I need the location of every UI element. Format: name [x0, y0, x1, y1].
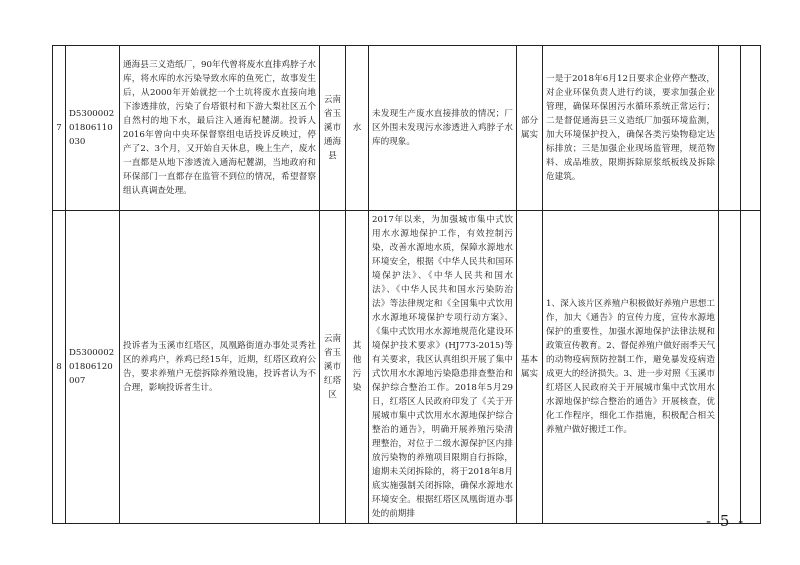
handling-action: 1、深入该片区养殖户积极做好养殖户思想工作，加大《通告》的宣传力度，宣传水源地保护的重要性，加强水源地保护法律法规和政策宣传教育。2、督促养殖户做好雨季天气的动物疫病预防控制工作，避免暴发疫病造成更大的经济损失。3、进一步对照《玉溪市红塔区人民政府关于开展城市集中式饮用水水源地保护综合整治的通告》开展核查，优化工作程序，细化工作措施，积极配合相关养殖户做好搬迁工作。	[543, 211, 719, 524]
complaint-content: 通海县三义造纸厂，90年代曾将废水直排鸡脖子水库，将水库的水污染导致水库的鱼死亡，故事发生后，从2000年开始就挖一个土坑将废水直接向地下渗透排放，污染了台塔银村和下游大梨社区五个自然村的地下水，最后注入通海杞麓湖。投诉人2016年曾向中央环保督察组电话投诉反映过，停产了2、3个月，又开始自天休息，晚上生产，废水一直都是从地下渗透流入通海杞麓湖，当地政府和环保部门一直都存在监管不到位的情况，希望督察组认真调查处理。	[120, 46, 320, 211]
table-row	[53, 211, 761, 524]
table-row	[53, 46, 761, 211]
investigation-findings: 2017年以来，为加强城市集中式饮用水水源地保护工作，有效控制污染，改善水源地水质，保障水源地水环境安全，根据《中华人民共和国环境保护法》、《中华人民共和国水法》、《中华人民共和国水污染防治法》等法律规定和《全国集中式饮用水水源地环境保护专项行动方案》、《集中式饮用水水源地规范化建设环境保护技术要求》(HJ773-2015)等有关要求，我区认真组织开展了集中式饮用水水源地污染隐患排查整治和保护综合整治工作。2018年5月29日，红塔区人民政府印发了《关于开展城市集中式饮用水水源地保护综合整治的通告》，明确开展养殖污染清理整治，对位于二级水源保护区内排放污染物的养殖项目限期自行拆除，逾期未关闭拆除的，将于2018年8月底实施强制关闭拆除，确保水源地水环境安全。根据红塔区凤凰街道办事处的前期排	[369, 211, 517, 524]
row-index: 7	[53, 46, 66, 211]
administrative-region: 云南省玉溪市通海县	[320, 46, 346, 211]
case-code: D530000201806120007	[66, 211, 120, 524]
pollution-type: 水	[346, 46, 369, 211]
page-number: - 5 -	[706, 512, 746, 530]
administrative-region: 云南省玉溪市红塔区	[320, 211, 346, 524]
empty-cell	[719, 211, 741, 524]
empty-cell	[741, 211, 761, 524]
handling-action: 一是于2018年6月12日要求企业停产整改，对企业环保负责人进行约谈，要求加强企业管理，确保环保困污水循环系统正常运行；二是督促通海县三义造纸厂加强环境监测，加大环境保护投入，确保各类污染物稳定达标排放；三是加强企业现场监管理，规范物料、成品堆放，限期拆除原浆纸板线及拆除危建筑。	[543, 46, 719, 211]
empty-cell	[741, 46, 761, 211]
investigation-findings: 未发现生产废水直接排放的情况；厂区外围未发现污水渗透进入鸡脖子水库的现象。	[369, 46, 517, 211]
verdict: 部分属实	[517, 46, 543, 211]
case-code: D530000201806110030	[66, 46, 120, 211]
complaint-content: 投诉者为玉溪市红塔区，凤凰路街道办事处灵秀社区的养鸡户，养鸡已经15年，近期，红塔区政府公告，要求养殖户无偿拆除养殖设施，投诉者认为不合理，影响投诉者生计。	[120, 211, 320, 524]
complaint-table	[52, 45, 761, 524]
row-index: 8	[53, 211, 66, 524]
empty-cell	[719, 46, 741, 211]
pollution-type: 其他污染	[346, 211, 369, 524]
verdict: 基本属实	[517, 211, 543, 524]
